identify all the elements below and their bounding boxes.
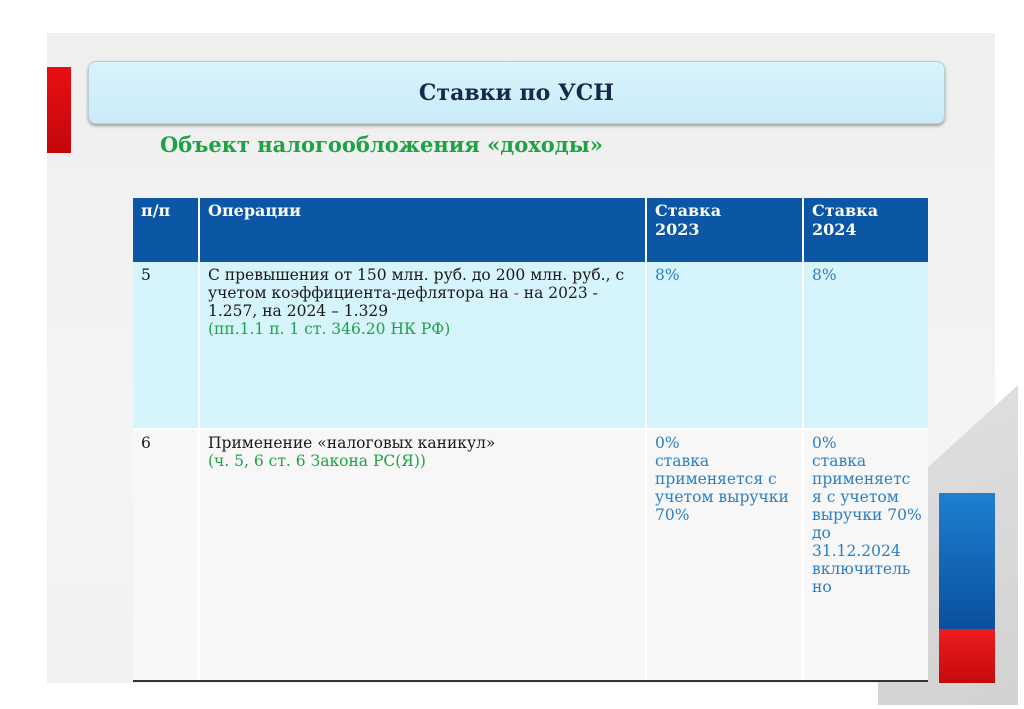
slide-subtitle: Объект налогообложения «доходы» <box>160 132 603 157</box>
legal-reference: (пп.1.1 п. 1 ст. 346.20 НК РФ) <box>208 320 451 338</box>
header-rate-2023: Ставка 2023 <box>646 198 803 262</box>
slide-title: Ставки по УСН <box>418 79 615 106</box>
rate-2024-deadline: до 31.12.2024 включитель но <box>812 524 911 596</box>
rate-2024-value: 8% <box>812 266 837 284</box>
red-accent-right <box>939 629 995 683</box>
header-number: п/п <box>133 198 199 262</box>
operation-text: Применение «налоговых каникул» <box>208 434 496 452</box>
operation-text: С превышения от 150 млн. руб. до 200 млн. руб., с учетом коэффициента-дефлятора на <box>208 266 625 302</box>
rate-2024-note: ставка применяетс я с учетом выручки 70% <box>812 452 922 524</box>
rate-2023-value: 8% <box>655 266 680 284</box>
table-row <box>133 262 928 429</box>
header-rate-2024: Ставка 2024 <box>803 198 928 262</box>
table-header-row <box>133 198 928 262</box>
rate-2024-value: 0% <box>812 434 837 452</box>
row-number: 6 <box>133 429 199 681</box>
rate-2023-value: 0% <box>655 434 680 452</box>
header-operations: Операции <box>199 198 646 262</box>
rate-2024-cell <box>803 429 928 681</box>
row-number: 5 <box>133 262 199 429</box>
rate-2023-note: ставка применяется с учетом выручки 70% <box>655 452 789 524</box>
rate-2024-cell <box>803 262 928 429</box>
title-bar <box>88 61 945 124</box>
rates-table <box>133 198 928 682</box>
row-operation <box>199 429 646 681</box>
operation-dash: - <box>513 284 519 302</box>
blue-accent-right <box>939 493 995 629</box>
row-operation <box>199 262 646 429</box>
table-row <box>133 429 928 681</box>
rate-2023-cell <box>646 429 803 681</box>
red-accent-left <box>47 67 71 153</box>
rate-2023-cell <box>646 262 803 429</box>
operation-text-continued: на 2023 - 1.257, на 2024 – 1.329 <box>208 284 598 320</box>
legal-reference: (ч. 5, 6 ст. 6 Закона РС(Я)) <box>208 452 426 470</box>
